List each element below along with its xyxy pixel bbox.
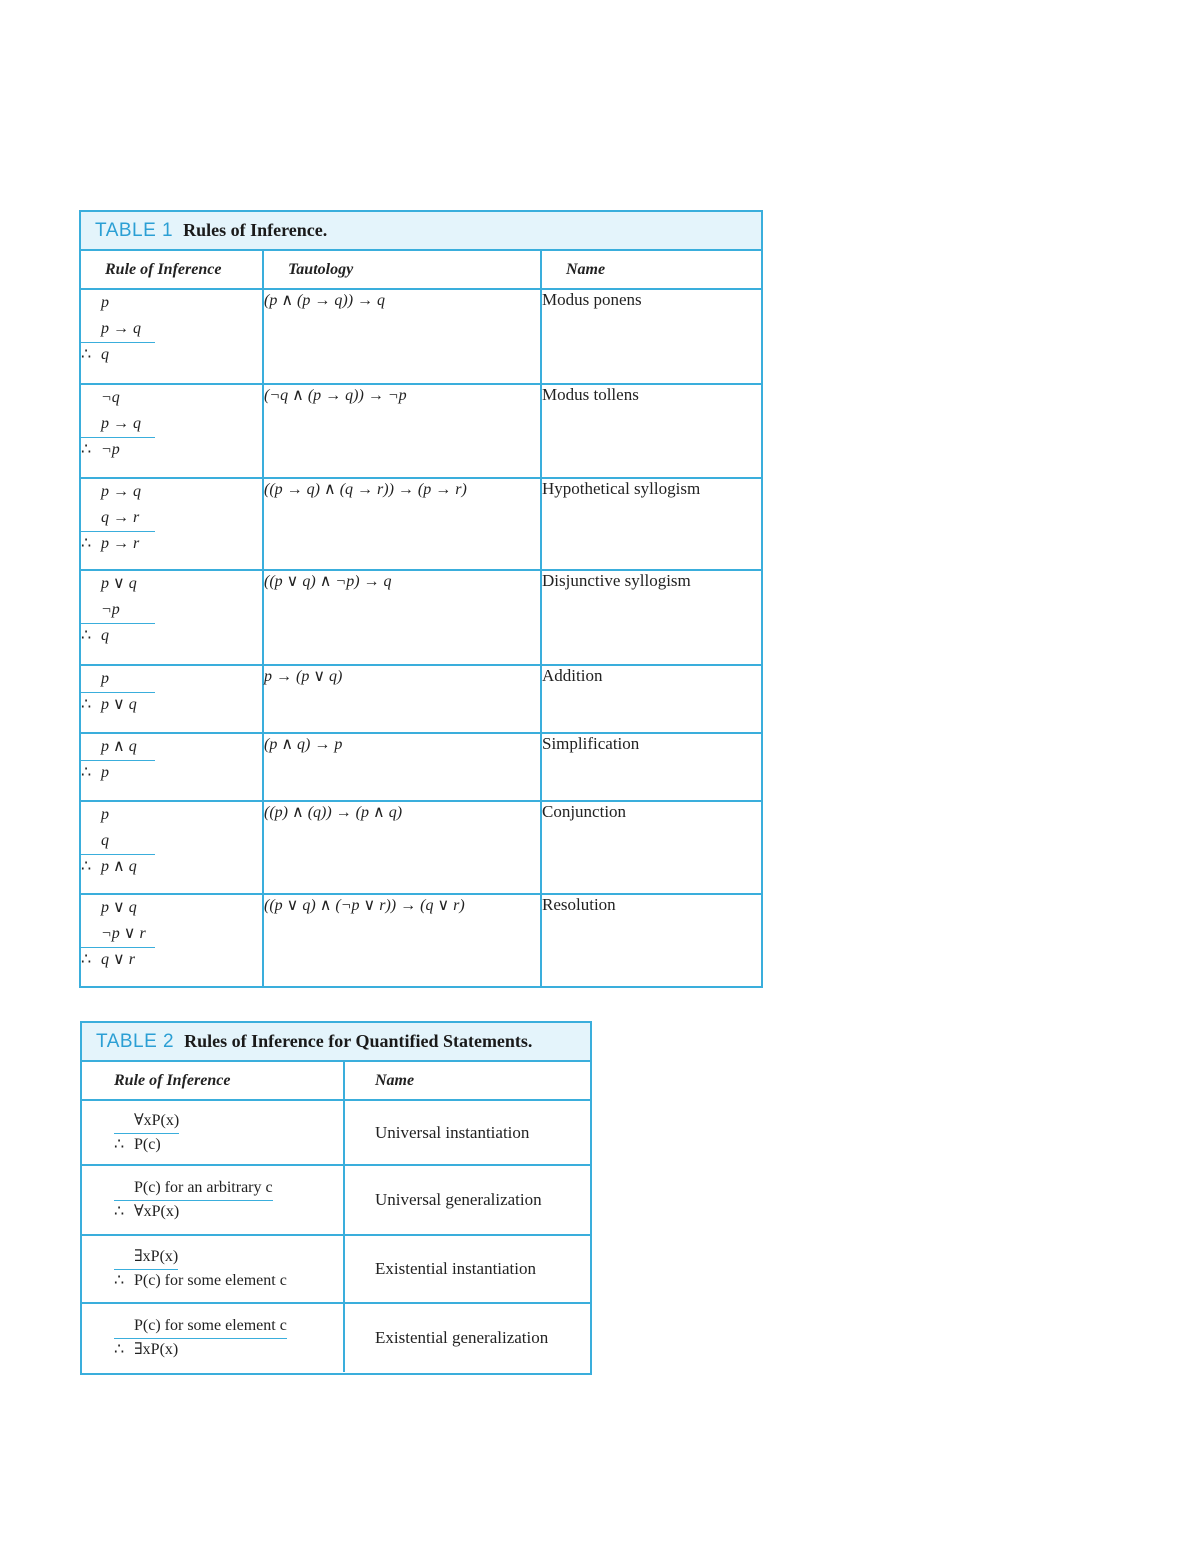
rule-cell: [81, 384, 263, 478]
tautology-cell: ((p ∨ q) ∧ (¬p ∨ r)) → (q ∨ r): [263, 894, 541, 986]
table-row: [82, 1165, 590, 1235]
premise-line: [81, 290, 262, 316]
table-row: [81, 570, 761, 665]
conclusion: p → r: [101, 535, 140, 552]
therefore-symbol: ∴: [114, 1341, 125, 1358]
premise: p → q: [81, 411, 155, 438]
premise-line: [81, 734, 262, 760]
premise-line: [81, 597, 262, 623]
tautology-cell: (p ∧ q) → p: [263, 733, 541, 801]
rule-cell: [81, 733, 263, 801]
tautology-cell: (p ∧ (p → q)) → q: [263, 289, 541, 384]
conclusion-line: [81, 760, 262, 786]
premise-line: [81, 479, 262, 505]
conclusion: q ∨ r: [101, 951, 135, 968]
rule-cell: [82, 1235, 344, 1303]
name-cell: Resolution: [541, 894, 761, 986]
table-row: [81, 801, 761, 894]
rule-cell: [81, 665, 263, 733]
premise: ∃xP(x): [114, 1245, 178, 1270]
column-header-name: Name: [541, 251, 761, 289]
quantified-inference-table: [80, 1021, 592, 1375]
table-caption: [81, 212, 761, 251]
table-row: [81, 478, 761, 570]
rule-cell: [82, 1100, 344, 1165]
conclusion: P(c): [134, 1135, 161, 1153]
premise: q: [81, 828, 155, 855]
premise-line: [114, 1176, 343, 1200]
conclusion-line: [81, 437, 262, 463]
premise-line: [81, 571, 262, 597]
premise: p: [81, 666, 155, 693]
conclusion-line: [114, 1338, 343, 1362]
header-row: [82, 1062, 590, 1100]
table-grid: [81, 251, 761, 986]
premise-line: [114, 1245, 343, 1269]
table-grid: [82, 1062, 590, 1372]
table-row: [81, 665, 761, 733]
conclusion: p ∨ q: [101, 696, 137, 713]
premise: ¬p ∨ r: [81, 921, 155, 948]
conclusion-line: [114, 1133, 343, 1157]
conclusion: q: [101, 627, 109, 644]
conclusion: p ∧ q: [101, 858, 137, 875]
rule-cell: [82, 1303, 344, 1372]
tautology-cell: p → (p ∨ q): [263, 665, 541, 733]
name-cell: Universal instantiation: [344, 1100, 590, 1165]
premise-line: [81, 802, 262, 828]
conclusion-line: [114, 1269, 343, 1293]
tautology-cell: ((p → q) ∧ (q → r)) → (p → r): [263, 478, 541, 570]
premise: ¬q: [101, 389, 120, 406]
name-cell: Hypothetical syllogism: [541, 478, 761, 570]
name-cell: Disjunctive syllogism: [541, 570, 761, 665]
name-cell: Universal generalization: [344, 1165, 590, 1235]
premise-line: [81, 411, 262, 437]
premise-line: [81, 666, 262, 692]
therefore-symbol: ∴: [114, 1272, 125, 1289]
table-title: Rules of Inference.: [183, 220, 328, 240]
premise-line: [81, 316, 262, 342]
premise: p → q: [81, 316, 155, 343]
conclusion-line: [114, 1200, 343, 1224]
therefore-symbol: ∴: [81, 764, 92, 781]
table-row: [81, 384, 761, 478]
conclusion: ¬p: [101, 441, 120, 458]
table-row: [82, 1303, 590, 1372]
table-title: Rules of Inference for Quantified Statements.: [184, 1031, 533, 1051]
rule-cell: [81, 478, 263, 570]
premise: p ∧ q: [81, 734, 155, 761]
premise-line: [81, 895, 262, 921]
column-header-tautology: Tautology: [263, 251, 541, 289]
conclusion-line: [81, 342, 262, 368]
name-cell: Conjunction: [541, 801, 761, 894]
premise-line: [81, 921, 262, 947]
rule-cell: [81, 570, 263, 665]
table-caption: [82, 1023, 590, 1062]
name-cell: Modus tollens: [541, 384, 761, 478]
table-row: [81, 733, 761, 801]
column-header-rule: Rule of Inference: [82, 1062, 344, 1100]
rule-cell: [81, 894, 263, 986]
column-header-rule: Rule of Inference: [81, 251, 263, 289]
conclusion: ∀xP(x): [134, 1203, 180, 1220]
premise: q → r: [81, 505, 155, 532]
table-row: [81, 289, 761, 384]
table-row: [82, 1100, 590, 1165]
premise: p ∨ q: [101, 899, 137, 916]
conclusion: q: [101, 346, 109, 363]
therefore-symbol: ∴: [81, 951, 92, 968]
therefore-symbol: ∴: [81, 627, 92, 644]
conclusion-line: [81, 692, 262, 718]
tautology-cell: (¬q ∧ (p → q)) → ¬p: [263, 384, 541, 478]
conclusion-line: [81, 623, 262, 649]
premise: ¬p: [81, 597, 155, 624]
conclusion-line: [81, 947, 262, 973]
table-row: [81, 894, 761, 986]
conclusion: p: [101, 764, 109, 781]
premise: ∀xP(x): [114, 1109, 179, 1134]
name-cell: Existential generalization: [344, 1303, 590, 1372]
premise-line: [81, 505, 262, 531]
rule-cell: [81, 801, 263, 894]
therefore-symbol: ∴: [81, 441, 92, 458]
premise: P(c) for some element c: [114, 1314, 287, 1339]
tautology-cell: ((p ∨ q) ∧ ¬p) → q: [263, 570, 541, 665]
conclusion: ∃xP(x): [134, 1341, 179, 1358]
table-row: [82, 1235, 590, 1303]
conclusion-line: [81, 531, 262, 557]
rule-cell: [81, 289, 263, 384]
premise: p: [101, 294, 109, 311]
premise-line: [81, 385, 262, 411]
premise: P(c) for an arbitrary c: [114, 1176, 273, 1201]
name-cell: Addition: [541, 665, 761, 733]
therefore-symbol: ∴: [81, 346, 92, 363]
table-number: TABLE 1: [95, 219, 174, 241]
premise: p → q: [101, 483, 141, 500]
premise-line: [114, 1109, 343, 1133]
conclusion: P(c) for some element c: [134, 1272, 287, 1289]
header-row: [81, 251, 761, 289]
premise-line: [114, 1314, 343, 1338]
table-number: TABLE 2: [96, 1030, 175, 1052]
column-header-name: Name: [344, 1062, 590, 1100]
therefore-symbol: ∴: [81, 535, 92, 552]
conclusion-line: [81, 854, 262, 880]
premise: p: [101, 806, 109, 823]
name-cell: Modus ponens: [541, 289, 761, 384]
therefore-symbol: ∴: [81, 858, 92, 875]
therefore-symbol: ∴: [81, 696, 92, 713]
rules-of-inference-table: [79, 210, 763, 988]
name-cell: Existential instantiation: [344, 1235, 590, 1303]
rule-cell: [82, 1165, 344, 1235]
therefore-symbol: ∴: [114, 1135, 125, 1153]
therefore-symbol: ∴: [114, 1203, 125, 1220]
premise-line: [81, 828, 262, 854]
premise: p ∨ q: [101, 575, 137, 592]
tautology-cell: ((p) ∧ (q)) → (p ∧ q): [263, 801, 541, 894]
name-cell: Simplification: [541, 733, 761, 801]
